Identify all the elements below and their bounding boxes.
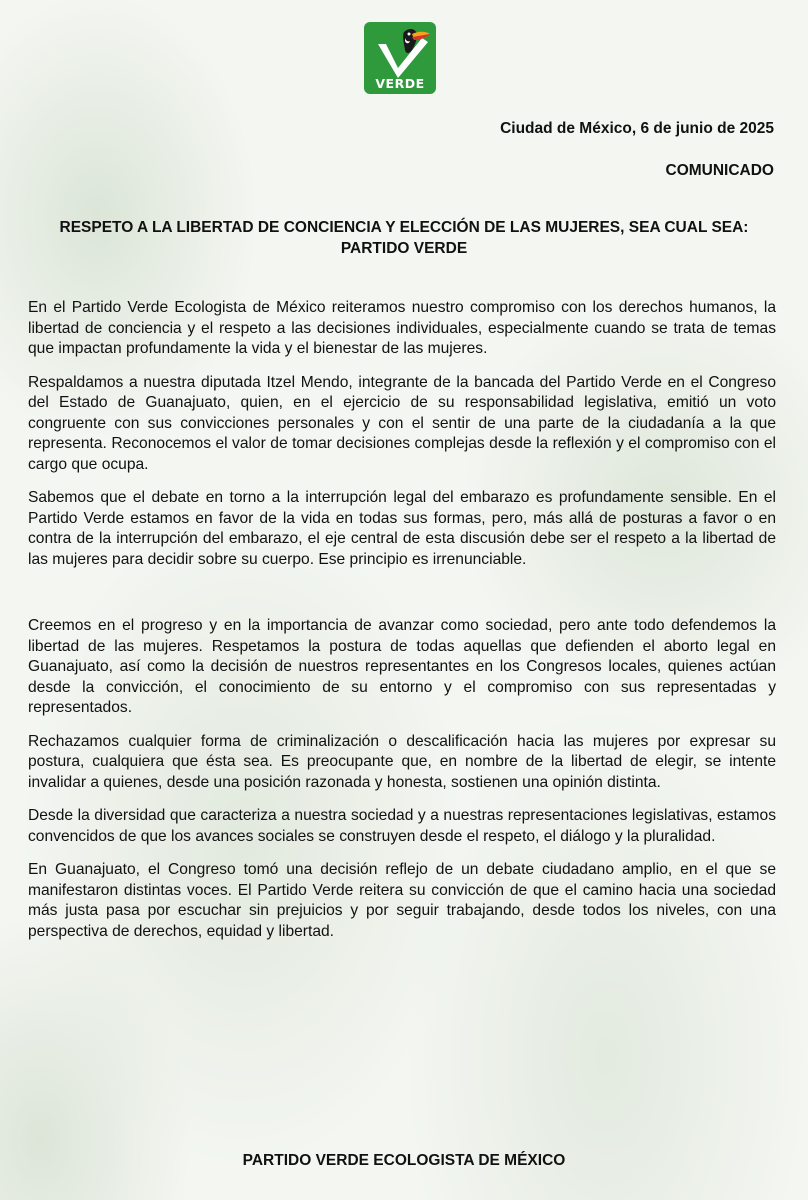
paragraph: Respaldamos a nuestra diputada Itzel Mendo, integrante de la bancada del Partido Verde en el Congreso del Estado de Guanajuato, quien, en el ejercicio de su responsabilidad legislativa, emitió un voto congruente con sus convicciones personales y con el sentir de una parte de la ciudadanía a la que representa. Reconocemos el valor de tomar decisiones complejas desde la reflexión y el compromiso con el cargo que ocupa.: [28, 373, 776, 473]
paragraph: Rechazamos cualquier forma de criminalización o descalificación hacia las mujeres por expresar su postura, cualquiera que ésta sea. Es preocupante que, en nombre de la libertad de elegir, se intente invalidar a quienes, desde una posición razonada y honesta, sostienen una opinión distinta.: [28, 732, 776, 791]
body-text: [28, 298, 776, 955]
paragraph: Desde la diversidad que caracteriza a nuestra sociedad y a nuestras representaciones legislativas, estamos convencidos de que los avances sociales se construyen desde el respeto, el diálogo y la pluralidad.: [28, 807, 776, 845]
paragraph: En Guanajuato, el Congreso tomó una decisión reflejo de un debate ciudadano amplio, en el que se manifestaron distintas voces. El Partido Verde reitera su convicción de que el camino hacia una sociedad más justa pasa por escuchar sin prejuicios y por seguir trabajando, desde todos los niveles, con una perspectiva de derechos, equidad y libertad.: [28, 861, 776, 940]
signature: PARTIDO VERDE ECOLOGISTA DE MÉXICO: [242, 1152, 566, 1169]
logo-text: VERDE: [375, 76, 425, 91]
paragraph: Sabemos que el debate en torno a la interrupción legal del embarazo es profundamente sensible. En el Partido Verde estamos en favor de la vida en todas sus formas, pero, más allá de posturas a favor o en contra de la interrupción del embarazo, el eje central de esta discusión debe ser el respeto a la libertad de las mujeres para decidir sobre su cuerpo. Ese principio es irrenunciable.: [28, 489, 776, 568]
paragraph: En el Partido Verde Ecologista de México reiteramos nuestro compromiso con los derechos humanos, la libertad de conciencia y el respeto a las decisiones individuales, especialmente cuando se trata de temas que impactan profundamente la vida y el bienestar de las mujeres.: [28, 299, 776, 357]
partido-verde-logo: [364, 22, 436, 94]
paragraph: Creemos en el progreso y en la importancia de avanzar como sociedad, pero ante todo defendemos la libertad de las mujeres. Respetamos la postura de todas aquellas que defienden el aborto legal en Guanajuato, así como la decisión de nuestros representantes en los Congresos locales, quienes actúan desde la convicción, el conocimiento de su entorno y el compromiso con sus representadas y representados.: [28, 617, 776, 716]
document-type: COMUNICADO: [665, 162, 774, 179]
dateline: Ciudad de México, 6 de junio de 2025: [500, 120, 774, 137]
headline: RESPETO A LA LIBERTAD DE CONCIENCIA Y ELECCIÓN DE LAS MUJERES, SEA CUAL SEA: PARTIDO VERDE: [59, 219, 749, 257]
